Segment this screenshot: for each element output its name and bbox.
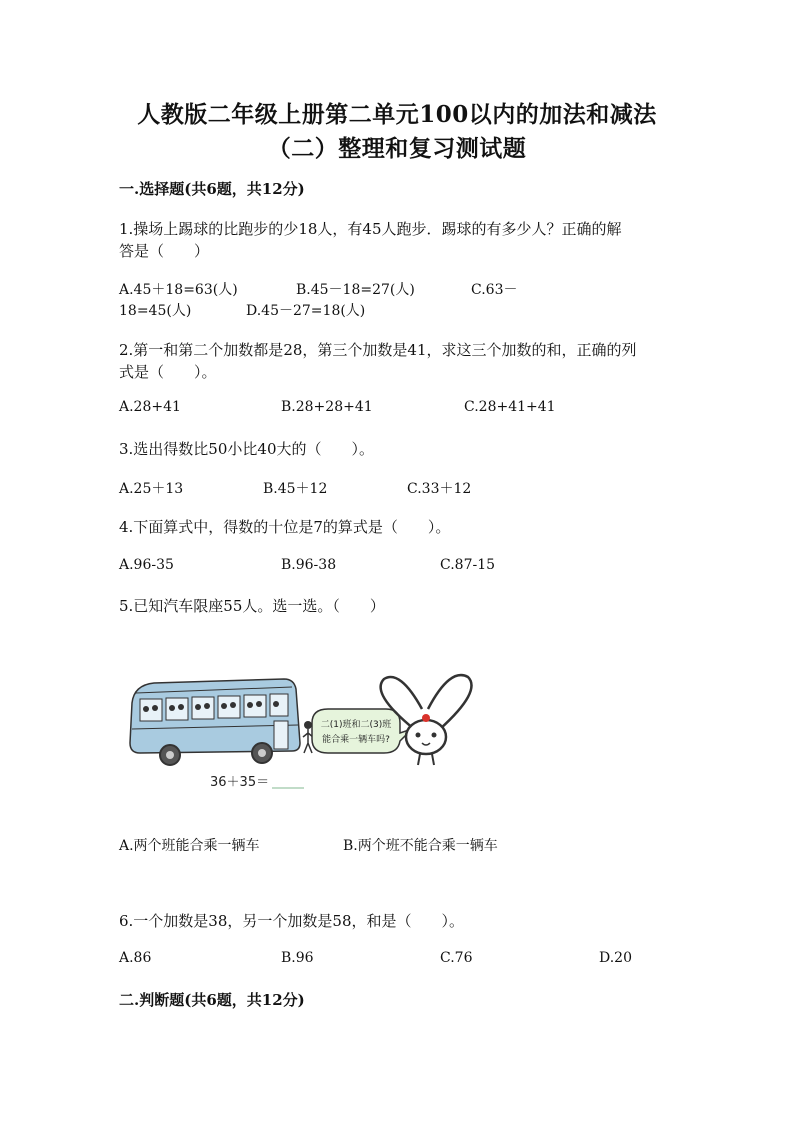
question-1-option-c-cont[interactable]: 18=45(人) bbox=[119, 303, 192, 319]
question-1-line-2: 答是（ ） bbox=[119, 242, 210, 260]
question-1-option-d[interactable]: D.45－27=18(人) bbox=[246, 303, 366, 319]
bus-icon bbox=[124, 663, 484, 793]
question-6-option-a[interactable]: A.86 bbox=[119, 950, 152, 966]
question-2-line-2: 式是（ ）。 bbox=[119, 363, 217, 381]
question-1-option-b[interactable]: B.45－18=27(人) bbox=[296, 282, 415, 298]
question-3-option-b[interactable]: B.45＋12 bbox=[263, 481, 328, 497]
question-4-option-a[interactable]: A.96-35 bbox=[119, 557, 174, 573]
question-2-line-1: 2.第一和第二个加数都是28，第三个加数是41，求这三个加数的和，正确的列 bbox=[119, 341, 637, 359]
question-1-option-a[interactable]: A.45＋18=63(人) bbox=[119, 282, 238, 298]
question-5-option-b[interactable]: B.两个班不能合乘一辆车 bbox=[343, 838, 498, 854]
question-2-option-a[interactable]: A.28+41 bbox=[119, 399, 181, 415]
question-5-option-a[interactable]: A.两个班能合乘一辆车 bbox=[119, 838, 260, 854]
question-2-option-b[interactable]: B.28+28+41 bbox=[281, 399, 373, 415]
question-6-option-c[interactable]: C.76 bbox=[440, 950, 473, 966]
question-3-line-1: 3.选出得数比50小比40大的（ ）。 bbox=[119, 440, 374, 458]
question-1-option-c[interactable]: C.63－ bbox=[471, 282, 518, 298]
question-4-option-b[interactable]: B.96-38 bbox=[281, 557, 337, 573]
section-heading-choice: 一.选择题(共6题，共12分) bbox=[119, 180, 305, 198]
section-heading-judgement: 二.判断题(共6题，共12分) bbox=[119, 991, 305, 1009]
bus-rabbit-illustration bbox=[124, 663, 484, 793]
equation-text: 36＋35＝ bbox=[210, 775, 270, 790]
question-5-line-1: 5.已知汽车限座55人。选一选。（ ） bbox=[119, 597, 385, 615]
question-6-option-d[interactable]: D.20 bbox=[599, 950, 632, 966]
speech-text-line-2: 能合乘一辆车吗? bbox=[322, 735, 390, 745]
page-title-line-2: （二）整理和复习测试题 bbox=[267, 135, 527, 162]
question-2-option-c[interactable]: C.28+41+41 bbox=[464, 399, 556, 415]
question-4-line-1: 4.下面算式中，得数的十位是7的算式是（ ）。 bbox=[119, 518, 451, 536]
question-3-option-c[interactable]: C.33＋12 bbox=[407, 481, 472, 497]
page-title-line-1: 人教版二年级上册第二单元100以内的加法和减法 bbox=[137, 101, 657, 128]
question-4-option-c[interactable]: C.87-15 bbox=[440, 557, 496, 573]
speech-bubble bbox=[312, 709, 412, 753]
question-1-line-1: 1.操场上踢球的比跑步的少18人，有45人跑步．踢球的有多少人？正确的解 bbox=[119, 220, 622, 238]
speech-text-line-1: 二(1)班和二(3)班 bbox=[320, 720, 392, 730]
question-6-line-1: 6.一个加数是38，另一个加数是58，和是（ ）。 bbox=[119, 912, 464, 930]
question-6-option-b[interactable]: B.96 bbox=[281, 950, 314, 966]
question-3-option-a[interactable]: A.25＋13 bbox=[119, 481, 184, 497]
